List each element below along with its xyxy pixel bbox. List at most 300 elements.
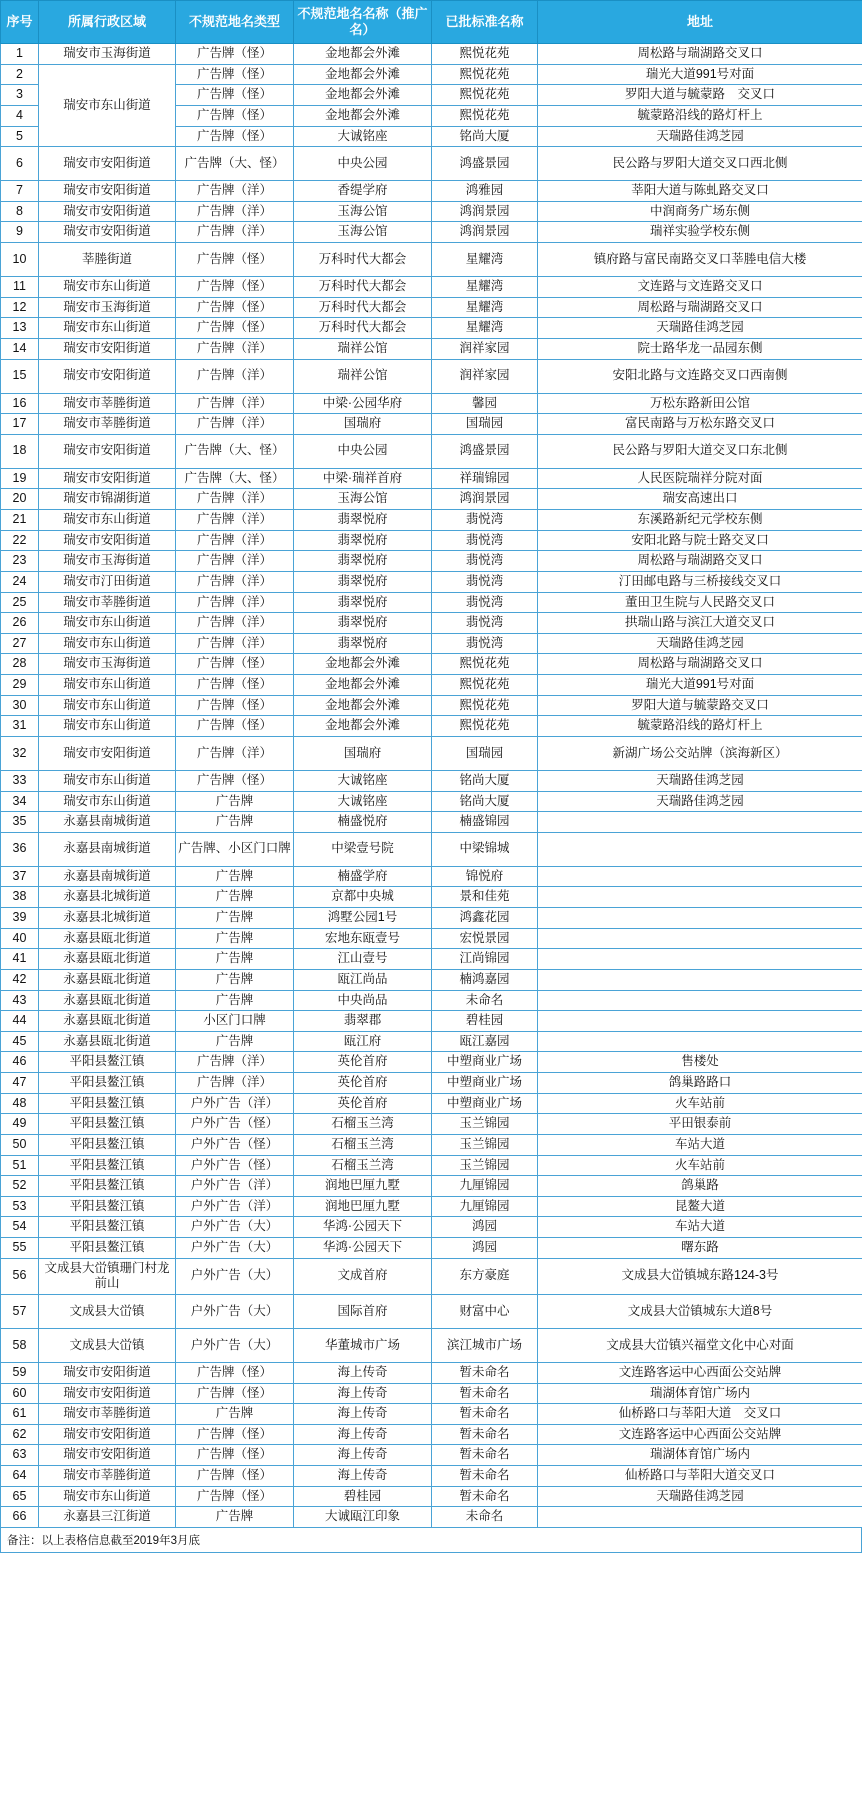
cell-irregular-name: 玉海公馆 bbox=[294, 489, 432, 510]
cell-district: 永嘉县瓯北街道 bbox=[39, 928, 176, 949]
cell-address: 民公路与罗阳大道交叉口东北侧 bbox=[538, 434, 862, 468]
cell-type: 广告牌（洋） bbox=[176, 510, 294, 531]
table-row bbox=[1, 551, 862, 572]
cell-irregular-name: 润地巴厘九墅 bbox=[294, 1176, 432, 1197]
cell-irregular-name: 万科时代大都会 bbox=[294, 297, 432, 318]
cell-approved-name: 星耀湾 bbox=[432, 243, 538, 277]
cell-index: 38 bbox=[1, 887, 39, 908]
table-row bbox=[1, 201, 862, 222]
cell-type: 广告牌（洋） bbox=[176, 201, 294, 222]
cell-type: 广告牌 bbox=[176, 928, 294, 949]
cell-district: 平阳县鳌江镇 bbox=[39, 1093, 176, 1114]
cell-approved-name: 鸿盛景园 bbox=[432, 147, 538, 181]
table-row bbox=[1, 359, 862, 393]
cell-district: 瑞安市莘塍街道 bbox=[39, 592, 176, 613]
cell-irregular-name: 翡翠悦府 bbox=[294, 613, 432, 634]
cell-index: 17 bbox=[1, 414, 39, 435]
cell-approved-name: 玉兰锦园 bbox=[432, 1155, 538, 1176]
cell-address: 天瑞路佳鸿芝园 bbox=[538, 633, 862, 654]
cell-index: 19 bbox=[1, 468, 39, 489]
cell-approved-name: 宏悦景园 bbox=[432, 928, 538, 949]
cell-index: 50 bbox=[1, 1134, 39, 1155]
cell-index: 63 bbox=[1, 1445, 39, 1466]
table-row bbox=[1, 1176, 862, 1197]
cell-address: 周松路与瑞湖路交叉口 bbox=[538, 44, 862, 65]
cell-approved-name: 九厘锦园 bbox=[432, 1176, 538, 1197]
cell-type: 户外广告（洋） bbox=[176, 1176, 294, 1197]
cell-irregular-name: 金地都会外滩 bbox=[294, 716, 432, 737]
cell-address bbox=[538, 908, 862, 929]
cell-approved-name: 翡悦湾 bbox=[432, 613, 538, 634]
cell-address bbox=[538, 969, 862, 990]
table-row bbox=[1, 44, 862, 65]
cell-irregular-name: 海上传奇 bbox=[294, 1404, 432, 1425]
cell-district: 瑞安市东山街道 bbox=[39, 675, 176, 696]
cell-district: 瑞安市东山街道 bbox=[39, 510, 176, 531]
cell-approved-name: 财富中心 bbox=[432, 1294, 538, 1328]
cell-type: 广告牌（怪） bbox=[176, 770, 294, 791]
cell-approved-name: 楠盛锦园 bbox=[432, 812, 538, 833]
cell-address: 人民医院瑞祥分院对面 bbox=[538, 468, 862, 489]
cell-index: 42 bbox=[1, 969, 39, 990]
cell-address: 新湖广场公交站牌（滨海新区） bbox=[538, 736, 862, 770]
cell-approved-name: 润祥家园 bbox=[432, 338, 538, 359]
cell-approved-name: 暂未命名 bbox=[432, 1362, 538, 1383]
cell-irregular-name: 金地都会外滩 bbox=[294, 64, 432, 85]
cell-type: 广告牌（洋） bbox=[176, 633, 294, 654]
cell-type: 广告牌 bbox=[176, 908, 294, 929]
cell-district: 永嘉县南城街道 bbox=[39, 866, 176, 887]
cell-type: 广告牌（怪） bbox=[176, 126, 294, 147]
cell-district: 莘塍街道 bbox=[39, 243, 176, 277]
cell-irregular-name: 海上传奇 bbox=[294, 1383, 432, 1404]
cell-district: 瑞安市安阳街道 bbox=[39, 736, 176, 770]
cell-address: 瑞湖体育馆广场内 bbox=[538, 1445, 862, 1466]
cell-address: 毓蒙路沿线的路灯杆上 bbox=[538, 105, 862, 126]
cell-type: 广告牌 bbox=[176, 791, 294, 812]
table-row bbox=[1, 277, 862, 298]
cell-index: 25 bbox=[1, 592, 39, 613]
table-row bbox=[1, 468, 862, 489]
cell-irregular-name: 中梁壹号院 bbox=[294, 832, 432, 866]
cell-address: 董田卫生院与人民路交叉口 bbox=[538, 592, 862, 613]
cell-irregular-name: 英伦首府 bbox=[294, 1093, 432, 1114]
cell-approved-name: 东方豪庭 bbox=[432, 1258, 538, 1294]
cell-index: 24 bbox=[1, 571, 39, 592]
cell-approved-name: 熙悦花苑 bbox=[432, 695, 538, 716]
cell-address: 售楼处 bbox=[538, 1052, 862, 1073]
cell-type: 户外广告（大） bbox=[176, 1217, 294, 1238]
table-row bbox=[1, 654, 862, 675]
cell-approved-name: 鸿盛景园 bbox=[432, 434, 538, 468]
cell-address: 车站大道 bbox=[538, 1134, 862, 1155]
cell-index: 48 bbox=[1, 1093, 39, 1114]
cell-address: 民公路与罗阳大道交叉口西北侧 bbox=[538, 147, 862, 181]
table-row bbox=[1, 1196, 862, 1217]
cell-approved-name: 祥瑞锦园 bbox=[432, 468, 538, 489]
cell-district: 瑞安市东山街道 bbox=[39, 695, 176, 716]
table-row bbox=[1, 414, 862, 435]
cell-type: 广告牌（洋） bbox=[176, 736, 294, 770]
cell-irregular-name: 瓯江府 bbox=[294, 1031, 432, 1052]
cell-type: 广告牌（洋） bbox=[176, 592, 294, 613]
cell-index: 22 bbox=[1, 530, 39, 551]
cell-address bbox=[538, 928, 862, 949]
cell-district: 平阳县鳌江镇 bbox=[39, 1217, 176, 1238]
cell-address: 瑞祥实验学校东侧 bbox=[538, 222, 862, 243]
column-header-address: 地址 bbox=[538, 1, 862, 44]
cell-irregular-name: 海上传奇 bbox=[294, 1466, 432, 1487]
table-row bbox=[1, 1507, 862, 1528]
cell-address: 院士路华龙一品园东侧 bbox=[538, 338, 862, 359]
cell-address: 文连路客运中心西面公交站牌 bbox=[538, 1424, 862, 1445]
column-header-approved-name: 已批标准名称 bbox=[432, 1, 538, 44]
cell-irregular-name: 大诚瓯江印象 bbox=[294, 1507, 432, 1528]
cell-index: 40 bbox=[1, 928, 39, 949]
cell-irregular-name: 金地都会外滩 bbox=[294, 695, 432, 716]
cell-index: 33 bbox=[1, 770, 39, 791]
cell-index: 35 bbox=[1, 812, 39, 833]
table-row bbox=[1, 1031, 862, 1052]
cell-irregular-name: 金地都会外滩 bbox=[294, 105, 432, 126]
cell-address: 鸽巢路路口 bbox=[538, 1073, 862, 1094]
cell-approved-name: 星耀湾 bbox=[432, 297, 538, 318]
cell-type: 广告牌（怪） bbox=[176, 716, 294, 737]
table-row bbox=[1, 1445, 862, 1466]
cell-approved-name: 未命名 bbox=[432, 990, 538, 1011]
cell-approved-name: 鸿润景园 bbox=[432, 489, 538, 510]
table-row bbox=[1, 222, 862, 243]
table-row bbox=[1, 1466, 862, 1487]
cell-type: 户外广告（怪） bbox=[176, 1155, 294, 1176]
table-row bbox=[1, 1217, 862, 1238]
cell-type: 广告牌（怪） bbox=[176, 297, 294, 318]
cell-type: 广告牌（怪） bbox=[176, 243, 294, 277]
cell-address: 周松路与瑞湖路交叉口 bbox=[538, 297, 862, 318]
cell-irregular-name: 玉海公馆 bbox=[294, 201, 432, 222]
cell-index: 61 bbox=[1, 1404, 39, 1425]
cell-type: 广告牌（怪） bbox=[176, 675, 294, 696]
table-row bbox=[1, 243, 862, 277]
cell-type: 广告牌（洋） bbox=[176, 222, 294, 243]
table-row bbox=[1, 1052, 862, 1073]
cell-type: 广告牌（洋） bbox=[176, 393, 294, 414]
cell-approved-name: 翡悦湾 bbox=[432, 571, 538, 592]
cell-type: 广告牌（怪） bbox=[176, 695, 294, 716]
cell-irregular-name: 英伦首府 bbox=[294, 1052, 432, 1073]
cell-index: 62 bbox=[1, 1424, 39, 1445]
cell-type: 广告牌（怪） bbox=[176, 64, 294, 85]
cell-address: 文成县大峃镇城东大道8号 bbox=[538, 1294, 862, 1328]
cell-irregular-name: 翡翠悦府 bbox=[294, 510, 432, 531]
table-row bbox=[1, 318, 862, 339]
cell-district: 瑞安市莘塍街道 bbox=[39, 1466, 176, 1487]
cell-district: 瑞安市莘塍街道 bbox=[39, 1404, 176, 1425]
cell-district: 瑞安市东山街道 bbox=[39, 716, 176, 737]
cell-irregular-name: 楠盛悦府 bbox=[294, 812, 432, 833]
cell-irregular-name: 海上传奇 bbox=[294, 1362, 432, 1383]
cell-approved-name: 暂未命名 bbox=[432, 1424, 538, 1445]
cell-approved-name: 碧桂园 bbox=[432, 1011, 538, 1032]
cell-address: 火车站前 bbox=[538, 1155, 862, 1176]
cell-district: 瑞安市玉海街道 bbox=[39, 654, 176, 675]
cell-district: 瑞安市玉海街道 bbox=[39, 44, 176, 65]
cell-district: 瑞安市汀田街道 bbox=[39, 571, 176, 592]
cell-type: 广告牌（怪） bbox=[176, 654, 294, 675]
cell-district: 瑞安市安阳街道 bbox=[39, 434, 176, 468]
cell-address: 天瑞路佳鸿芝园 bbox=[538, 318, 862, 339]
cell-address: 文连路客运中心西面公交站牌 bbox=[538, 1362, 862, 1383]
cell-type: 广告牌（怪） bbox=[176, 85, 294, 106]
cell-district: 平阳县鳌江镇 bbox=[39, 1176, 176, 1197]
cell-approved-name: 熙悦花苑 bbox=[432, 85, 538, 106]
cell-district: 瑞安市安阳街道 bbox=[39, 1445, 176, 1466]
cell-irregular-name: 大诚铭座 bbox=[294, 791, 432, 812]
cell-index: 13 bbox=[1, 318, 39, 339]
cell-irregular-name: 金地都会外滩 bbox=[294, 85, 432, 106]
cell-index: 18 bbox=[1, 434, 39, 468]
table-row bbox=[1, 489, 862, 510]
cell-irregular-name: 玉海公馆 bbox=[294, 222, 432, 243]
cell-irregular-name: 金地都会外滩 bbox=[294, 654, 432, 675]
cell-district: 永嘉县北城街道 bbox=[39, 908, 176, 929]
cell-address: 仙桥路口与莘阳大道 交叉口 bbox=[538, 1404, 862, 1425]
table-row bbox=[1, 928, 862, 949]
cell-irregular-name: 京都中央城 bbox=[294, 887, 432, 908]
table-row bbox=[1, 832, 862, 866]
cell-district: 瑞安市东山街道 bbox=[39, 318, 176, 339]
cell-district: 瑞安市安阳街道 bbox=[39, 338, 176, 359]
cell-approved-name: 熙悦花苑 bbox=[432, 64, 538, 85]
cell-type: 广告牌（洋） bbox=[176, 414, 294, 435]
cell-approved-name: 中塑商业广场 bbox=[432, 1073, 538, 1094]
cell-approved-name: 中梁锦城 bbox=[432, 832, 538, 866]
cell-approved-name: 九厘锦园 bbox=[432, 1196, 538, 1217]
cell-district: 永嘉县瓯北街道 bbox=[39, 949, 176, 970]
cell-irregular-name: 金地都会外滩 bbox=[294, 675, 432, 696]
cell-irregular-name: 宏地东瓯壹号 bbox=[294, 928, 432, 949]
cell-index: 6 bbox=[1, 147, 39, 181]
cell-address bbox=[538, 1507, 862, 1528]
cell-irregular-name: 国瑞府 bbox=[294, 736, 432, 770]
cell-type: 广告牌、小区门口牌 bbox=[176, 832, 294, 866]
cell-type: 广告牌（洋） bbox=[176, 571, 294, 592]
cell-irregular-name: 万科时代大都会 bbox=[294, 277, 432, 298]
cell-irregular-name: 中梁·公园华府 bbox=[294, 393, 432, 414]
cell-irregular-name: 万科时代大都会 bbox=[294, 243, 432, 277]
cell-index: 39 bbox=[1, 908, 39, 929]
cell-irregular-name: 翡翠悦府 bbox=[294, 592, 432, 613]
cell-irregular-name: 翡翠悦府 bbox=[294, 571, 432, 592]
cell-index: 46 bbox=[1, 1052, 39, 1073]
cell-district: 平阳县鳌江镇 bbox=[39, 1073, 176, 1094]
cell-index: 32 bbox=[1, 736, 39, 770]
cell-type: 户外广告（大） bbox=[176, 1258, 294, 1294]
cell-index: 41 bbox=[1, 949, 39, 970]
cell-approved-name: 暂未命名 bbox=[432, 1466, 538, 1487]
cell-approved-name: 熙悦花苑 bbox=[432, 675, 538, 696]
cell-address: 镇府路与富民南路交叉口莘塍电信大楼 bbox=[538, 243, 862, 277]
cell-address: 火车站前 bbox=[538, 1093, 862, 1114]
cell-irregular-name: 中央公园 bbox=[294, 434, 432, 468]
cell-index: 51 bbox=[1, 1155, 39, 1176]
cell-type: 广告牌 bbox=[176, 1031, 294, 1052]
cell-index: 37 bbox=[1, 866, 39, 887]
cell-irregular-name: 楠盛学府 bbox=[294, 866, 432, 887]
cell-index: 66 bbox=[1, 1507, 39, 1528]
cell-address bbox=[538, 812, 862, 833]
cell-address: 万松东路新田公馆 bbox=[538, 393, 862, 414]
cell-address bbox=[538, 990, 862, 1011]
cell-type: 小区门口牌 bbox=[176, 1011, 294, 1032]
cell-type: 广告牌（洋） bbox=[176, 613, 294, 634]
cell-index: 53 bbox=[1, 1196, 39, 1217]
cell-district: 平阳县鳌江镇 bbox=[39, 1134, 176, 1155]
column-header-irregular-name: 不规范地名名称（推广名） bbox=[294, 1, 432, 44]
cell-index: 12 bbox=[1, 297, 39, 318]
cell-address: 安阳北路与文连路交叉口西南侧 bbox=[538, 359, 862, 393]
table-row bbox=[1, 1258, 862, 1294]
cell-irregular-name: 鸿墅公园1号 bbox=[294, 908, 432, 929]
cell-address: 毓蒙路沿线的路灯杆上 bbox=[538, 716, 862, 737]
table-row bbox=[1, 908, 862, 929]
cell-district: 瑞安市东山街道 bbox=[39, 613, 176, 634]
cell-address: 瑞安高速出口 bbox=[538, 489, 862, 510]
cell-approved-name: 鸿雅园 bbox=[432, 181, 538, 202]
cell-approved-name: 滨江城市广场 bbox=[432, 1328, 538, 1362]
cell-address: 曙东路 bbox=[538, 1238, 862, 1259]
table-row bbox=[1, 770, 862, 791]
cell-irregular-name: 江山壹号 bbox=[294, 949, 432, 970]
cell-type: 户外广告（洋） bbox=[176, 1196, 294, 1217]
cell-irregular-name: 中梁·瑞祥首府 bbox=[294, 468, 432, 489]
cell-irregular-name: 香缇学府 bbox=[294, 181, 432, 202]
cell-approved-name: 楠鸿嘉园 bbox=[432, 969, 538, 990]
cell-district: 瑞安市东山街道 bbox=[39, 277, 176, 298]
table-row bbox=[1, 1294, 862, 1328]
cell-address: 安阳北路与院士路交叉口 bbox=[538, 530, 862, 551]
table-row bbox=[1, 64, 862, 85]
cell-approved-name: 中塑商业广场 bbox=[432, 1093, 538, 1114]
cell-index: 44 bbox=[1, 1011, 39, 1032]
cell-irregular-name: 翡翠悦府 bbox=[294, 633, 432, 654]
cell-address bbox=[538, 1011, 862, 1032]
table-row bbox=[1, 1073, 862, 1094]
cell-approved-name: 星耀湾 bbox=[432, 318, 538, 339]
table-row bbox=[1, 969, 862, 990]
table-row bbox=[1, 1383, 862, 1404]
cell-index: 14 bbox=[1, 338, 39, 359]
table-row bbox=[1, 990, 862, 1011]
cell-address: 天瑞路佳鸿芝园 bbox=[538, 770, 862, 791]
table-row bbox=[1, 1093, 862, 1114]
cell-district: 瑞安市安阳街道 bbox=[39, 1362, 176, 1383]
cell-index: 49 bbox=[1, 1114, 39, 1135]
cell-district: 瑞安市安阳街道 bbox=[39, 359, 176, 393]
table-row bbox=[1, 181, 862, 202]
table-row bbox=[1, 1328, 862, 1362]
cell-address: 富民南路与万松东路交叉口 bbox=[538, 414, 862, 435]
cell-index: 20 bbox=[1, 489, 39, 510]
cell-index: 55 bbox=[1, 1238, 39, 1259]
table-row bbox=[1, 571, 862, 592]
cell-approved-name: 翡悦湾 bbox=[432, 633, 538, 654]
cell-index: 16 bbox=[1, 393, 39, 414]
table-row bbox=[1, 633, 862, 654]
cell-index: 23 bbox=[1, 551, 39, 572]
table-row bbox=[1, 1011, 862, 1032]
cell-type: 广告牌（洋） bbox=[176, 489, 294, 510]
cell-district: 永嘉县南城街道 bbox=[39, 812, 176, 833]
cell-irregular-name: 瑞祥公馆 bbox=[294, 338, 432, 359]
cell-district: 瑞安市东山街道 bbox=[39, 791, 176, 812]
table-header-row bbox=[1, 1, 862, 44]
cell-address bbox=[538, 832, 862, 866]
cell-address: 莘阳大道与陈虬路交叉口 bbox=[538, 181, 862, 202]
cell-approved-name: 铭尚大厦 bbox=[432, 126, 538, 147]
cell-approved-name: 江尚锦园 bbox=[432, 949, 538, 970]
cell-district: 永嘉县瓯北街道 bbox=[39, 990, 176, 1011]
cell-type: 户外广告（怪） bbox=[176, 1134, 294, 1155]
cell-irregular-name: 翡翠悦府 bbox=[294, 530, 432, 551]
cell-address: 周松路与瑞湖路交叉口 bbox=[538, 654, 862, 675]
cell-address bbox=[538, 949, 862, 970]
cell-district: 平阳县鳌江镇 bbox=[39, 1196, 176, 1217]
table-row bbox=[1, 1486, 862, 1507]
cell-approved-name: 熙悦花苑 bbox=[432, 105, 538, 126]
cell-address bbox=[538, 1031, 862, 1052]
cell-index: 9 bbox=[1, 222, 39, 243]
table-row bbox=[1, 393, 862, 414]
cell-district: 瑞安市安阳街道 bbox=[39, 201, 176, 222]
cell-type: 广告牌（大、怪） bbox=[176, 468, 294, 489]
cell-address: 鸽巢路 bbox=[538, 1176, 862, 1197]
cell-index: 47 bbox=[1, 1073, 39, 1094]
cell-approved-name: 翡悦湾 bbox=[432, 510, 538, 531]
cell-index: 34 bbox=[1, 791, 39, 812]
cell-index: 21 bbox=[1, 510, 39, 531]
cell-irregular-name: 中央公园 bbox=[294, 147, 432, 181]
cell-type: 广告牌（怪） bbox=[176, 44, 294, 65]
cell-approved-name: 鸿鑫花园 bbox=[432, 908, 538, 929]
cell-approved-name: 未命名 bbox=[432, 1507, 538, 1528]
table-row bbox=[1, 297, 862, 318]
cell-irregular-name: 华鸿·公园天下 bbox=[294, 1217, 432, 1238]
cell-irregular-name: 国瑞府 bbox=[294, 414, 432, 435]
cell-index: 59 bbox=[1, 1362, 39, 1383]
cell-type: 广告牌（大、怪） bbox=[176, 434, 294, 468]
cell-district: 永嘉县南城街道 bbox=[39, 832, 176, 866]
cell-irregular-name: 润地巴厘九墅 bbox=[294, 1196, 432, 1217]
cell-district: 平阳县鳌江镇 bbox=[39, 1155, 176, 1176]
cell-district: 瑞安市安阳街道 bbox=[39, 181, 176, 202]
cell-district: 永嘉县瓯北街道 bbox=[39, 969, 176, 990]
cell-approved-name: 锦悦府 bbox=[432, 866, 538, 887]
cell-approved-name: 暂未命名 bbox=[432, 1445, 538, 1466]
cell-address: 天瑞路佳鸿芝园 bbox=[538, 126, 862, 147]
table-row bbox=[1, 1114, 862, 1135]
cell-index: 5 bbox=[1, 126, 39, 147]
table-row bbox=[1, 592, 862, 613]
cell-address bbox=[538, 866, 862, 887]
table-row bbox=[1, 716, 862, 737]
cell-approved-name: 暂未命名 bbox=[432, 1486, 538, 1507]
cell-approved-name: 翡悦湾 bbox=[432, 592, 538, 613]
table-row bbox=[1, 812, 862, 833]
cell-district: 永嘉县瓯北街道 bbox=[39, 1011, 176, 1032]
cell-district: 文成县大峃镇 bbox=[39, 1328, 176, 1362]
cell-type: 广告牌（洋） bbox=[176, 551, 294, 572]
